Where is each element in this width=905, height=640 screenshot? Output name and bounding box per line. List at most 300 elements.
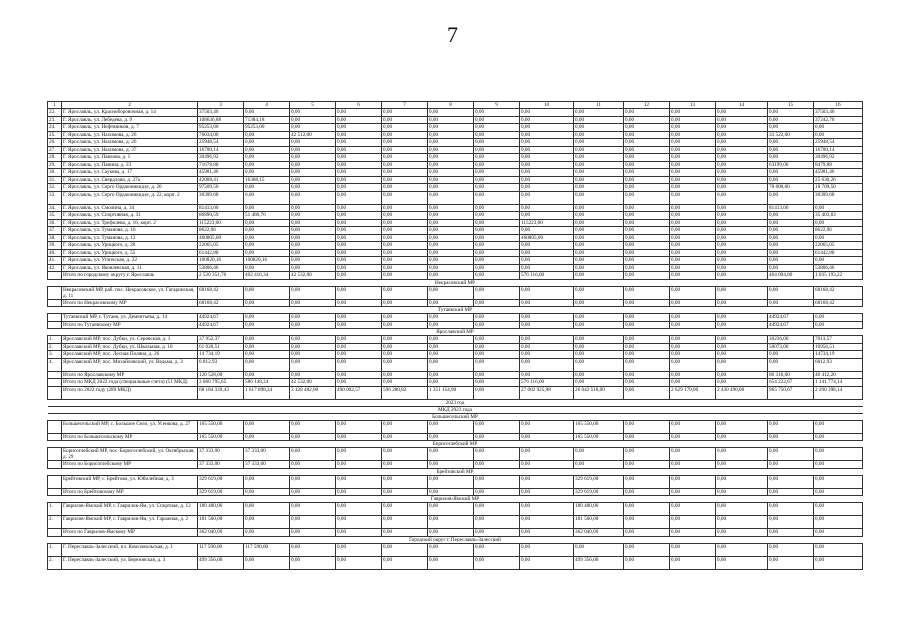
value-cell: 0,00 — [290, 321, 336, 329]
section-header-row — [48, 413, 863, 420]
value-cell: 0,00 — [768, 299, 814, 307]
value-cell: 0,00 — [768, 257, 814, 265]
value-cell: 0,00 — [624, 176, 670, 184]
table-row — [48, 154, 863, 162]
value-cell: 37 952,37 — [198, 336, 244, 344]
value-cell: 0,00 — [520, 191, 574, 204]
value-cell: 3 128 482,00 — [290, 386, 336, 399]
value-cell: 0,00 — [290, 249, 336, 257]
table-row — [48, 124, 863, 132]
address-cell: Г. Ярославль, ул. Павлова, д. 1 — [62, 154, 198, 162]
value-cell: 0,00 — [428, 371, 474, 379]
table-row — [48, 176, 863, 184]
value-cell: 0,00 — [244, 227, 290, 235]
value-cell: 0,00 — [336, 219, 382, 227]
value-cell: 0,00 — [382, 351, 428, 359]
value-cell: 0,00 — [768, 139, 814, 147]
row-number: 22. — [48, 109, 62, 117]
value-cell: 0,00 — [244, 336, 290, 344]
value-cell: 0,00 — [768, 516, 814, 529]
address-cell: Итого по МКД 2022 года (специальные счета) (51 МКД) — [62, 379, 198, 387]
value-cell: 0,00 — [474, 358, 520, 371]
table-row — [48, 488, 863, 496]
value-cell: 0,00 — [814, 488, 863, 496]
value-cell: 0,00 — [336, 516, 382, 529]
table-row — [48, 343, 863, 351]
value-cell: 0,00 — [670, 503, 716, 516]
value-cell: 16700,14 — [198, 146, 244, 154]
value-cell: 0,00 — [670, 234, 716, 242]
value-cell: 0,00 — [624, 116, 670, 124]
value-cell: 0,00 — [520, 336, 574, 344]
row-number: 24. — [48, 124, 62, 132]
address-cell: Итого по Некрасовскому МР — [62, 299, 198, 307]
value-cell: 0,00 — [428, 286, 474, 299]
value-cell: 0,00 — [474, 184, 520, 192]
value-cell: 0,00 — [814, 124, 863, 132]
value-cell: 0,00 — [716, 109, 768, 117]
value-cell: 42008,41 — [198, 176, 244, 184]
value-cell: 0,00 — [670, 448, 716, 461]
row-number — [48, 314, 62, 322]
value-cell: 0,00 — [814, 131, 863, 139]
row-number — [48, 448, 62, 461]
address-cell: Г. Ярославль, ул. Серго Орджоникидзе, д. 20 — [62, 184, 198, 192]
value-cell: 6 812,93 — [198, 358, 244, 371]
value-cell: 0,00 — [382, 503, 428, 516]
value-cell: 0,00 — [716, 351, 768, 359]
value-cell: 0,00 — [768, 176, 814, 184]
page-number: 7 — [447, 22, 458, 47]
value-cell: 0,00 — [670, 227, 716, 235]
address-cell: Г. Ярославль, ул. Трефолева, д. 16, корп. 2 — [62, 219, 198, 227]
value-cell: 7013,57 — [814, 336, 863, 344]
value-cell: 0,00 — [336, 212, 382, 220]
value-cell: 0,00 — [814, 461, 863, 469]
value-cell: 0,00 — [520, 371, 574, 379]
value-cell: 0,00 — [574, 191, 624, 204]
value-cell: 165 550,00 — [574, 433, 624, 441]
value-cell: 0,00 — [474, 556, 520, 569]
table-row — [48, 116, 863, 124]
value-cell: 0,00 — [716, 516, 768, 529]
value-cell: 0,00 — [336, 475, 382, 488]
value-cell: 0,00 — [670, 314, 716, 322]
value-cell: 0,00 — [290, 161, 336, 169]
value-cell: 0,00 — [336, 488, 382, 496]
value-cell: 576 116,00 — [520, 379, 574, 387]
table-row — [48, 109, 863, 117]
value-cell: 0,00 — [474, 124, 520, 132]
address-cell: Некрасовский МР, раб. пос. Некрасовское, ул. Гагаринская, д. 11 — [62, 286, 198, 299]
value-cell: 0,00 — [716, 161, 768, 169]
value-cell: 0,00 — [382, 358, 428, 371]
value-cell: 0,00 — [520, 516, 574, 529]
value-cell: 0,00 — [428, 516, 474, 529]
value-cell: 0,00 — [520, 146, 574, 154]
value-cell: 0,00 — [382, 161, 428, 169]
value-cell: 0,00 — [574, 343, 624, 351]
value-cell: 0,00 — [716, 543, 768, 556]
value-cell: 0,00 — [574, 219, 624, 227]
value-cell: 0,00 — [574, 272, 624, 280]
row-number: 1. — [48, 503, 62, 516]
value-cell: 0,00 — [336, 124, 382, 132]
value-cell: 0,00 — [428, 257, 474, 265]
row-number — [48, 386, 62, 399]
value-cell: 329 619,00 — [198, 488, 244, 496]
value-cell: 18 709,50 — [814, 184, 863, 192]
value-cell: 44924,67 — [768, 321, 814, 329]
value-cell: 0,00 — [814, 219, 863, 227]
row-number: 1. — [48, 543, 62, 556]
column-header: 6 — [336, 102, 382, 109]
value-cell: 68 184 339,43 — [198, 386, 244, 399]
row-number — [48, 272, 62, 280]
column-header: 11 — [574, 102, 624, 109]
value-cell: 0,00 — [474, 343, 520, 351]
value-cell: 0,00 — [336, 184, 382, 192]
table-row — [48, 556, 863, 569]
value-cell: 0,00 — [716, 249, 768, 257]
column-header: 16 — [814, 102, 863, 109]
value-cell: 0,00 — [670, 461, 716, 469]
value-cell: 0,00 — [474, 169, 520, 177]
value-cell: 0,00 — [624, 488, 670, 496]
value-cell: 0,00 — [768, 448, 814, 461]
value-cell: 0,00 — [624, 184, 670, 192]
table-row — [48, 131, 863, 139]
value-cell: 0,00 — [336, 286, 382, 299]
address-cell: Гаврилов-Ямский МР, г. Гаврилов-Ям, ул. Спортная, д. 12 — [62, 503, 198, 516]
value-cell: 181 560,00 — [198, 516, 244, 529]
value-cell: 14734,19 — [814, 351, 863, 359]
value-cell: 0,00 — [474, 351, 520, 359]
value-cell: 329 619,00 — [198, 475, 244, 488]
value-cell: 0,00 — [336, 503, 382, 516]
value-cell: 0,00 — [382, 420, 428, 433]
section-label: Брейтовский МР — [48, 468, 863, 475]
address-cell: Г. Переславль-Залесский, пл. Комсомольская, д. 1 — [62, 543, 198, 556]
value-cell: 0,00 — [428, 358, 474, 371]
value-cell: 0,00 — [382, 212, 428, 220]
value-cell: 0,00 — [382, 272, 428, 280]
row-number: 42. — [48, 264, 62, 272]
value-cell: 0,00 — [716, 176, 768, 184]
row-number: 26. — [48, 139, 62, 147]
value-cell: 490 002,57 — [336, 386, 382, 399]
column-header: 9 — [474, 102, 520, 109]
value-cell: 0,00 — [574, 264, 624, 272]
value-cell: 2 290 398,14 — [814, 386, 863, 399]
row-number: 30. — [48, 169, 62, 177]
column-header: 13 — [670, 102, 716, 109]
value-cell: 53806,46 — [198, 264, 244, 272]
value-cell: 2 430 490,00 — [716, 386, 768, 399]
table-row — [48, 212, 863, 220]
value-cell: 0,00 — [382, 488, 428, 496]
value-cell: 0,00 — [624, 249, 670, 257]
value-cell: 0,00 — [716, 131, 768, 139]
value-cell: 0,00 — [428, 249, 474, 257]
row-number: 4. — [48, 358, 62, 371]
value-cell: 0,00 — [574, 212, 624, 220]
value-cell: 0,00 — [670, 176, 716, 184]
value-cell: 0,00 — [474, 336, 520, 344]
section-header-row — [48, 468, 863, 475]
value-cell: 0,00 — [670, 299, 716, 307]
value-cell: 0,00 — [474, 371, 520, 379]
value-cell: 115223,00 — [198, 219, 244, 227]
address-cell: Итого по Брейтовскому МР — [62, 488, 198, 496]
value-cell: 0,00 — [382, 343, 428, 351]
address-cell: Г. Ярославль, ул. Нахимова, д. 26 — [62, 139, 198, 147]
address-cell: Итого по Ярославскому МР — [62, 371, 198, 379]
value-cell: 0,00 — [336, 204, 382, 212]
value-cell: 8622,96 — [198, 227, 244, 235]
column-header: 10 — [520, 102, 574, 109]
value-cell: 27 002 925,98 — [520, 386, 574, 399]
address-cell: Г. Ярославль, ул. Красноборовочная, д. 14 — [62, 109, 198, 117]
value-cell: 0,00 — [428, 299, 474, 307]
value-cell: 0,00 — [670, 556, 716, 569]
value-cell: 0,00 — [814, 529, 863, 537]
address-cell: Г. Ярославль, ул. Серго Орджоникидзе, д. 22, корп. 2 — [62, 191, 198, 204]
value-cell: 0,00 — [574, 543, 624, 556]
value-cell: 30496,92 — [198, 154, 244, 162]
value-cell: 0,00 — [336, 371, 382, 379]
address-cell: Борисоглебский МР, пос. Борисоглебский, ул. Октябрьская, д. 29 — [62, 448, 198, 461]
value-cell: 0,00 — [382, 191, 428, 204]
value-cell: 499 356,00 — [198, 556, 244, 569]
value-cell: 0,00 — [574, 176, 624, 184]
value-cell: 654 222,67 — [768, 379, 814, 387]
value-cell: 61442,88 — [814, 249, 863, 257]
value-cell: 0,00 — [574, 131, 624, 139]
value-cell: 329 619,00 — [574, 475, 624, 488]
value-cell: 0,00 — [574, 286, 624, 299]
table-row — [48, 386, 863, 399]
row-number — [48, 420, 62, 433]
row-number — [48, 321, 62, 329]
value-cell: 0,00 — [814, 448, 863, 461]
value-cell: 0,00 — [336, 433, 382, 441]
value-cell: 0,00 — [244, 433, 290, 441]
address-cell: Г. Ярославль, ул. Панина, д. 23 — [62, 161, 198, 169]
value-cell: 44924,67 — [768, 314, 814, 322]
value-cell: 0,00 — [520, 227, 574, 235]
value-cell: 6812,93 — [814, 358, 863, 371]
value-cell: 0,00 — [814, 314, 863, 322]
value-cell: 0,00 — [474, 176, 520, 184]
value-cell: 0,00 — [670, 139, 716, 147]
value-cell: 0,00 — [244, 420, 290, 433]
value-cell: 0,00 — [624, 503, 670, 516]
value-cell: 16368,15 — [244, 176, 290, 184]
value-cell: 0,00 — [336, 461, 382, 469]
value-cell: 0,00 — [290, 169, 336, 177]
value-cell: 0,00 — [244, 184, 290, 192]
value-cell: 0,00 — [382, 139, 428, 147]
table-row — [48, 503, 863, 516]
value-cell: 0,00 — [382, 314, 428, 322]
value-cell: 0,00 — [574, 249, 624, 257]
value-cell: 0,00 — [244, 314, 290, 322]
value-cell: 0,00 — [428, 336, 474, 344]
table-row — [48, 299, 863, 307]
value-cell: 10956,51 — [814, 343, 863, 351]
value-cell: 0,00 — [244, 488, 290, 496]
row-number: 37. — [48, 227, 62, 235]
value-cell: 0,00 — [768, 475, 814, 488]
value-cell: 0,00 — [382, 184, 428, 192]
value-cell: 0,00 — [474, 475, 520, 488]
value-cell: 0,00 — [428, 191, 474, 204]
section-label: Большесельский МР — [48, 413, 863, 420]
value-cell: 0,00 — [382, 299, 428, 307]
value-cell: 0,00 — [768, 249, 814, 257]
value-cell: 0,00 — [768, 191, 814, 204]
value-cell: 0,00 — [428, 116, 474, 124]
value-cell: 30399,68 — [198, 191, 244, 204]
value-cell: 0,00 — [624, 543, 670, 556]
value-cell: 0,00 — [624, 191, 670, 204]
value-cell: 68168,42 — [198, 286, 244, 299]
value-cell: 0,00 — [336, 257, 382, 265]
value-cell: 0,00 — [624, 420, 670, 433]
row-number: 1. — [48, 336, 62, 344]
value-cell: 0,00 — [382, 146, 428, 154]
value-cell: 0,00 — [290, 139, 336, 147]
value-cell: 0,00 — [474, 503, 520, 516]
value-cell: 0,00 — [768, 433, 814, 441]
section-header-row — [48, 329, 863, 336]
value-cell: 0,00 — [428, 204, 474, 212]
value-cell: 0,00 — [290, 234, 336, 242]
value-cell: 0,00 — [574, 116, 624, 124]
row-number: 40. — [48, 249, 62, 257]
value-cell: 0,00 — [336, 543, 382, 556]
value-cell: 0,00 — [716, 204, 768, 212]
value-cell: 0,00 — [574, 161, 624, 169]
value-cell: 0,00 — [290, 343, 336, 351]
column-header: 15 — [768, 102, 814, 109]
value-cell: 0,00 — [290, 314, 336, 322]
value-cell: 0,00 — [716, 257, 768, 265]
table-row — [48, 461, 863, 469]
value-cell: 0,00 — [624, 169, 670, 177]
column-header: 8 — [428, 102, 474, 109]
row-number: 31. — [48, 176, 62, 184]
value-cell: 0,00 — [768, 219, 814, 227]
value-cell: 0,00 — [428, 169, 474, 177]
value-cell: 0,00 — [574, 448, 624, 461]
value-cell: 0,00 — [428, 314, 474, 322]
value-cell: 0,00 — [382, 448, 428, 461]
value-cell: 95253,00 — [244, 124, 290, 132]
value-cell: 0,00 — [428, 543, 474, 556]
table-row — [48, 184, 863, 192]
address-cell: Ярославский МР, пос. Дубки, ул. Школьная, д. 10 — [62, 343, 198, 351]
value-cell: 0,00 — [768, 116, 814, 124]
value-cell: 86890,59 — [198, 212, 244, 220]
value-cell: 0,00 — [520, 139, 574, 147]
section-label: Городской округ г. Переславль-Залесский — [48, 536, 863, 543]
value-cell: 0,00 — [716, 343, 768, 351]
value-cell: 0,00 — [474, 139, 520, 147]
value-cell: 0,00 — [520, 154, 574, 162]
value-cell: 0,00 — [290, 116, 336, 124]
value-cell: 0,00 — [474, 191, 520, 204]
address-cell: Гаврилов-Ямский МР, г. Гаврилов-Ям, ул. Гаражная, д. 2 — [62, 516, 198, 529]
value-cell: 0,00 — [768, 227, 814, 235]
value-cell: 1 351 154,90 — [428, 386, 474, 399]
value-cell: 0,00 — [428, 176, 474, 184]
value-cell: 0,00 — [768, 146, 814, 154]
value-cell: 0,00 — [428, 242, 474, 250]
value-cell: 45981,46 — [198, 169, 244, 177]
value-cell: 0,00 — [290, 219, 336, 227]
value-cell: 0,00 — [428, 556, 474, 569]
value-cell: 0,00 — [624, 146, 670, 154]
value-cell: 25948,54 — [814, 139, 863, 147]
value-cell: 0,00 — [574, 351, 624, 359]
value-cell: 0,00 — [382, 264, 428, 272]
value-cell: 0,00 — [474, 131, 520, 139]
value-cell: 0,00 — [336, 272, 382, 280]
value-cell: 0,00 — [520, 257, 574, 265]
value-cell: 0,00 — [428, 227, 474, 235]
value-cell: 42 532,00 — [290, 379, 336, 387]
value-cell: 0,00 — [670, 219, 716, 227]
row-number: 23. — [48, 116, 62, 124]
value-cell: 0,00 — [244, 146, 290, 154]
value-cell: 0,00 — [716, 461, 768, 469]
value-cell: 0,00 — [382, 461, 428, 469]
value-cell: 0,00 — [716, 219, 768, 227]
value-cell: 108636,88 — [198, 116, 244, 124]
value-cell: 0,00 — [474, 249, 520, 257]
value-cell: 0,00 — [520, 131, 574, 139]
value-cell: 0,00 — [244, 358, 290, 371]
value-cell: 0,00 — [336, 227, 382, 235]
table-row — [48, 146, 863, 154]
value-cell: 0,00 — [474, 299, 520, 307]
row-number — [48, 529, 62, 537]
value-cell: 0,00 — [624, 131, 670, 139]
value-cell: 0,00 — [768, 124, 814, 132]
column-header: 3 — [198, 102, 244, 109]
value-cell: 1 617 898,24 — [244, 386, 290, 399]
value-cell: 22065,05 — [814, 242, 863, 250]
value-cell: 460805,00 — [520, 234, 574, 242]
value-cell: 0,00 — [520, 176, 574, 184]
table-row — [48, 219, 863, 227]
value-cell: 0,00 — [574, 234, 624, 242]
value-cell: 0,00 — [574, 227, 624, 235]
value-cell: 78 800,00 — [768, 184, 814, 192]
value-cell: 0,00 — [290, 351, 336, 359]
value-cell: 0,00 — [428, 131, 474, 139]
value-cell: 0,00 — [474, 543, 520, 556]
address-cell: Итого по Борисоглебскому МР — [62, 461, 198, 469]
value-cell: 0,00 — [336, 146, 382, 154]
value-cell: 0,00 — [244, 371, 290, 379]
value-cell: 0,00 — [290, 448, 336, 461]
value-cell: 0,00 — [428, 379, 474, 387]
value-cell: 0,00 — [624, 139, 670, 147]
value-cell: 0,00 — [474, 154, 520, 162]
